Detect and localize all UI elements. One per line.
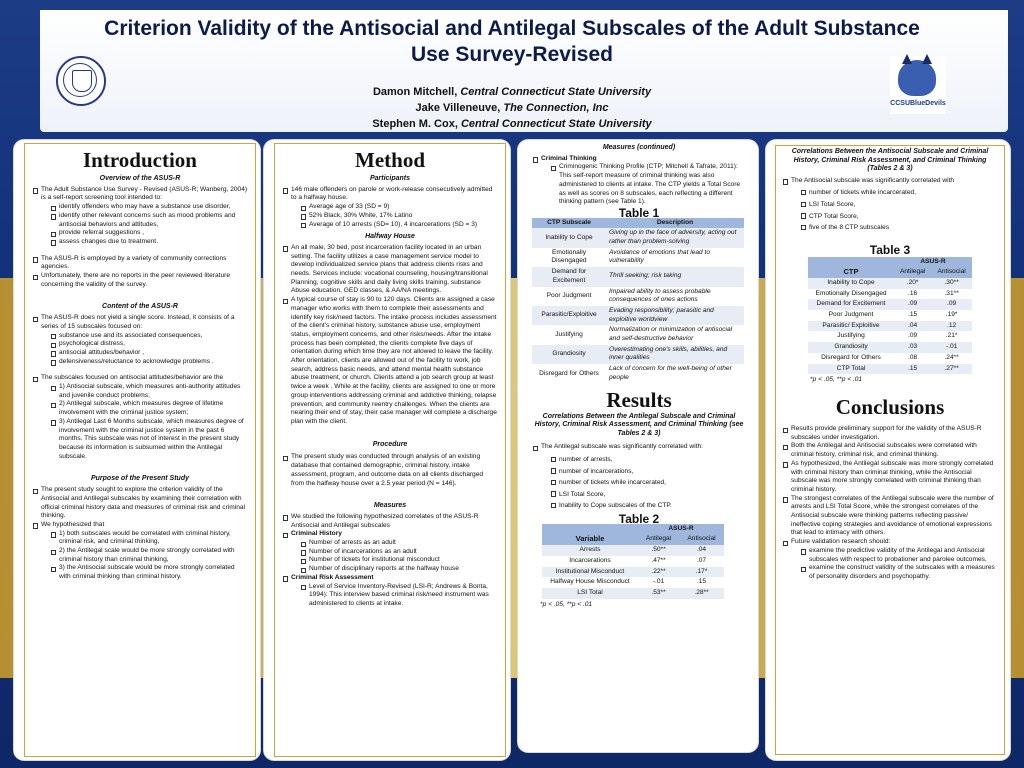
list-item [782,177,998,234]
list-item: examine the predictive validity of the Antilegal and Antisocial subscales with respect to probationer and parolee outcomes, [800,547,998,564]
table-cell: .28** [694,588,709,596]
table-cell: Emotionally Disengaged [815,289,887,297]
list-item: Average age of 33 (SD = 9) [300,203,498,212]
table-header: CTP Subscale [547,218,591,226]
content-list [32,314,248,461]
list-item: The ASUS-R is employed by a variety of community corrections agencies. [32,255,248,272]
list-item: Unfortunately, there are no reports in the peer reviewed literature concerning the validity of the survey. [32,272,248,289]
table-row [532,345,744,364]
table-header: Antilegal [899,268,926,276]
list-item: number of incarcerations, [550,466,746,478]
list-item: LSI Total Score, [550,489,746,501]
table-cell: Evading responsibility; parasitic and exploitive worldview [609,306,714,323]
list-item: 2) the Antilegal scale would be more strongly correlated with criminal history than criminal thinking, [50,547,248,564]
list-item: antisocial attitudes/behavior , [50,349,248,358]
list-item: 3) Antilegal Last 6 Months subscale, which measures degree of involvement with the criminal justice system in the past 6 months. This subscale was not of interest in the present study because its information is subsumed within the Antilegal subscale. [50,418,248,462]
table-group-header: ASUS-R [668,524,694,532]
list-item: An all male, 30 bed, post incarceration facility located in an urban setting. The facility utilizes a case management service model to develop individualized service plans that address clients risks and needs. Services include: vocational counseling, housing/transitional Planning, cognitive skills and daily living skills training, substance Abuse education, GED classes, & AA/NA meetings. [282,244,498,296]
sub-list [50,203,248,247]
list-item: Number of disciplinary reports at the halfway house [300,565,498,574]
table-cell: .04 [908,321,918,329]
list-item: Number of incarcerations as an adult [300,548,498,557]
table-row [532,287,744,306]
results-r1: The Antilegal subscale was significantly correlated with: [541,443,703,451]
table-cell: .27** [944,364,959,372]
method-heading: Method [355,148,425,172]
halfway-house-list [282,244,498,427]
sub-list [550,454,746,512]
table-cell: Demand for Excitement [551,268,587,284]
table-cell: .21* [945,332,958,340]
conclusions-column [782,148,998,582]
table-cell: Thrill seeking; risk taking [609,272,682,280]
author-3-affiliation: Central Connecticut State University [460,118,652,130]
table-row [808,353,972,364]
table-row [542,556,724,567]
list-item: A typical course of stay is 90 to 120 days. Clients are assigned a case manager who works with them to complete their assessments and identify key risk/need factors. The intake process includes assessment of the client's criminal history, substance abuse use, employment status, employment concerns, and other risks/needs. After the intake process has been completed, the clients complete five days of orientation during which time they are not allowed to leave the facility. After orientation, clients are allowed out of the facility to work, job search, address basic needs, and attend mental health substance abuse treatment, or church. Clients attend a job search group at least twice a week . While at the facility, clients are assigned to one or more group interventions addressing criminal and addictive thinking, relapse prevention, and community reentry challenges. When the clients are nearing their end of stay, their case manager will complete a discharge plan with the client. [282,296,498,427]
table-1 [532,218,744,384]
table-cell: Normalization or minimization of antisocial and self-destructive behavior [609,326,733,343]
list-item: We studied the following hypothesized correlates of the ASUS-R Antisocial and Antilegal subscales [282,513,498,530]
table-2-note: *p < .05, **p < .01 [540,600,593,608]
sub-list [300,539,498,574]
table-cell: Inability to Cope [545,233,593,241]
table-cell: Parasitic/Exploitive [541,311,597,319]
antisocial-correlations-title: Correlations Between the Antisocial Subscale and Criminal History, Criminal Risk Assessment, and Criminal Thinking (Tables 2 & 3) [791,148,989,173]
intro-p1: The Adult Substance Use Survey - Revised (ASUS-R; Wanberg, 2004) is a self-report screening tool intended to: [41,185,248,202]
participants-list [282,186,498,230]
list-item: As hypothesized, the Antilegal subscale was more strongly correlated with criminal history than criminal thinking, while the Antisocial subscale was more strongly correlated with criminal thinking than criminal history. [782,460,998,495]
sub-list [300,203,498,229]
table-3 [808,257,972,375]
table-1-body [532,228,744,383]
conclusions-heading: Conclusions [835,395,945,419]
table-row [542,577,724,588]
purpose-list [32,486,248,582]
table-cell: Poor Judgment [546,291,592,299]
right-co5: Future validation research should: [791,538,891,546]
procedure-title: Procedure [372,440,408,448]
criminal-history-label: Criminal History [291,530,342,538]
table-cell: Institutional Misconduct [555,567,625,575]
criminal-risk-label: Criminal Risk Assessment [291,573,374,581]
title-line-2: Use Survey-Revised [411,43,613,66]
list-item: Number of tickets for institutional misconduct [300,556,498,565]
table-cell: .53** [651,588,666,596]
measures-title: Measures [373,502,407,510]
table-row [532,248,744,267]
table-row [532,267,744,286]
list-item: number of arrests, [550,454,746,466]
list-item: examine the construct validity of the subscales with a measures of personality disorders and psychopathy. [800,564,998,581]
right-a1: The Antisocial subscale was significantly correlated with [791,176,955,184]
table-cell: Avoidance of emotions that lead to vulnerability [609,248,711,265]
table-cell: .17* [695,567,708,575]
method-m1: 146 male offenders on parole or work-release consecutively admitted to a halfway house. [291,185,493,202]
poster-title [0,16,1024,68]
author-3 [0,116,1024,132]
table-header-row [808,267,972,278]
list-item: The present study was conducted through analysis of an existing database that contained demographic, criminal history, intake assessment, program, and outcome data on all clients discharged from the halfway house over a 2.5 year period (N = 146). [282,453,498,488]
table-cell: Parasitic/ Exploitive [822,321,880,329]
list-item [32,186,248,247]
table-cell: .15 [908,364,918,372]
table-row [532,228,744,247]
table-row [808,278,972,289]
table-row [532,306,744,325]
author-list [0,84,1024,132]
intro-u2: We hypothesized that [41,520,105,528]
table-cell: Poor Judgment [828,311,874,319]
overview-list [32,186,248,290]
list-item: Level of Service Inventory-Revised (LSI-R; Andrews & Bonta, 1994): This interview based criminal risk/need instrument was administered to clients at intake. [300,583,498,609]
table-cell: -.01 [945,343,958,351]
table-cell: Demand for Excitement [816,300,886,308]
table-row [532,325,744,344]
table-header: Description [656,218,694,226]
participants-title: Participants [369,175,411,182]
criminal-thinking-list [532,155,746,207]
table-row [542,567,724,578]
list-item: Both the Antilegal and Antisocial subscales were correlated with criminal history, criminal risk, and criminal thinking. [782,442,998,459]
list-item: The present study sought to explore the criterion validity of the Antisocial and Antilegal subscales by examining their correlation with official criminal history data and measures of criminal risk and criminal thinking. [32,486,248,521]
list-item: 52% Black, 30% White, 17% Latino [300,212,498,221]
table-cell: .16 [908,289,918,297]
sub-list [50,383,248,461]
list-item: 1) Antisocial subscale, which measures anti-authority attitudes and juvenile conduct problems; [50,383,248,400]
table-2 [542,524,724,599]
criminal-thinking-label: Criminal Thinking [541,154,597,162]
list-item [32,314,248,366]
table-row [808,310,972,321]
table-cell: Incarcerations [569,556,611,564]
list-item [532,443,746,512]
sub-list [50,332,248,367]
list-item: defensiveness/reluctance to acknowledge problems . [50,358,248,367]
list-item: Average of 10 arrests (SD= 10), 4 incarcerations (SD = 3) [300,221,498,230]
measures-list [282,513,498,609]
antilegal-correlations-title: Correlations Between the Antilegal Subscale and Criminal History, Criminal Risk Assessment, and Criminal Thinking (see Tables 2 & 3) [534,412,744,437]
list-item: five of the 8 CTP subscales [800,222,998,234]
list-item [782,538,998,582]
table-cell: Disregard for Others [539,369,599,377]
list-item: 2) Antilegal subscale, which measures degree of lifetime involvement with the criminal justice system; [50,400,248,417]
list-item: number of tickets while incarcerated, [800,187,998,199]
list-item: CTP Total Score, [800,211,998,223]
table-cell: .15 [908,311,918,319]
sub-list [550,163,746,207]
list-item [32,521,248,582]
list-item [32,374,248,461]
table-cell: Grandiosity [834,343,868,351]
table-header: Antilegal [645,535,672,543]
author-2-name: Jake Villeneuve, [415,102,504,114]
author-2-affiliation: The Connection, Inc [503,102,609,114]
table-1-title: Table 1 [618,205,660,220]
table-row [542,588,724,599]
table-cell: .09 [947,300,957,308]
intro-c2: The subscales focused on antisocial attitudes/behavior are the [41,374,224,382]
table-cell: Emotionally Disengaged [551,248,587,265]
sub-list [50,530,248,582]
table-cell: Arrests [579,546,601,554]
table-cell: Grandiosity [552,350,586,358]
table-header-row [808,257,972,268]
logo-caption: CCSUBlueDevils [890,100,946,107]
table-row [808,299,972,310]
table-2-body [542,545,724,599]
list-item [282,530,498,574]
list-item: 1) both subscales would be correlated with criminal history, criminal risk, and criminal thinking, [50,530,248,547]
table-cell: .12 [947,321,957,329]
list-item: number of tickets while incarcerated, [550,477,746,489]
table-row [808,289,972,300]
list-item: Inability to Cope subscales of the CTP. [550,500,746,512]
results-heading: Results [606,387,672,412]
antilegal-results-list [532,443,746,512]
list-item: provide referral suggestions , [50,229,248,238]
table-cell: .09 [908,300,918,308]
table-row [542,545,724,556]
table-cell: Halfway House Misconduct [550,578,630,586]
author-1-name: Damon Mitchell, [372,86,461,98]
table-cell: .09 [908,332,918,340]
sub-list [800,547,998,582]
list-item: Number of arrests as an adult [300,539,498,548]
author-2 [0,100,1024,116]
table-3-body [808,278,972,374]
conclusions-list [782,425,998,582]
table-header-row [542,534,724,545]
table-3-title: Table 3 [869,242,911,257]
antisocial-results-list [782,177,998,234]
table-cell: LSI Total [577,588,603,596]
list-item: assess changes due to treatment. [50,238,248,247]
title-line-1: Criterion Validity of the Antisocial and Antilegal Subscales of the Adult Substance [104,17,920,40]
table-header: Antisocial [687,535,716,543]
overview-title: Overview of the ASUS-R [99,175,181,182]
procedure-list [282,453,498,488]
halfway-house-title: Halfway House [365,233,415,241]
table-row [532,364,744,383]
list-item: The strongest correlates of the Antilegal subscale were the number of arrests and LSI Total Score, while the strongest correlates of the Antisocial subscale were thinking patterns reflecting passive/ ineffective coping strategies and avoidance of emotional expressions that lead to intimacy with others. [782,495,998,539]
list-item [282,574,498,609]
table-cell: .03 [908,343,918,351]
introduction-heading: Introduction [83,148,197,172]
table-cell: .30** [944,278,959,286]
table-cell: Lack of concern for the well-being of other people [609,365,732,381]
sub-list [300,583,498,609]
list-item: 3) the Antisocial subscale would be more strongly correlated with criminal thinking than criminal history. [50,564,248,581]
table-cell: .08 [908,353,918,361]
table-row [808,364,972,375]
table-header: Antisocial [937,268,966,276]
table-cell: Overestimating one's skills, abilities, and inner qualities [609,345,728,362]
table-cell: .47** [651,556,666,564]
table-cell: -.01 [652,578,665,586]
list-item: identify offenders who may have a substance use disorder, [50,203,248,212]
table-cell: .15 [696,578,707,586]
sub-list [800,187,998,233]
table-cell: .07 [696,556,707,564]
table-cell: Giving up in the face of adversity, acting out rather than problem-solving [609,229,737,246]
table-group-header: ASUS-R [920,257,946,265]
results-column [532,144,746,609]
table-header [808,257,894,268]
list-item: Results provide preliminary support for the validity of the ASUS-R subscales under investigation. [782,425,998,442]
list-item [282,186,498,230]
table-cell: .31** [944,289,959,297]
table-header: Variable [575,534,605,544]
table-cell: Disregard for Others [821,353,881,361]
table-cell: .24** [944,353,959,361]
table-cell: .22** [651,567,666,575]
author-1-affiliation: Central Connecticut State University [460,86,652,98]
purpose-title: Purpose of the Present Study [90,475,190,483]
author-3-name: Stephen M. Cox, [372,118,461,130]
table-row [808,321,972,332]
measures-continued-title: Measures (continued) [602,144,676,151]
table-row [808,331,972,342]
table-cell: Justifying [555,330,583,338]
table-row [808,342,972,353]
table-cell: Inability to Cope [827,278,875,286]
list-item [532,155,746,207]
content-title: Content of the ASUS-R [102,303,178,311]
table-cell: .19* [945,311,958,319]
table-2-title: Table 2 [618,512,660,527]
table-cell: Justifying [837,332,865,340]
list-item: psychological distress, [50,340,248,349]
table-cell: CTP Total [836,364,866,372]
list-item: LSI Total Score, [800,199,998,211]
table-cell: .20* [906,278,919,286]
table-cell: Impaired ability to assess probable consequences of ones actions [609,287,711,304]
list-item: identify other relevant concerns such as mood problems and antisocial behaviors and attitudes, [50,212,248,229]
list-item: Criminogenic Thinking Profile (CTP; Mitchell & Tafrate, 2011): This self-report measure of criminal thinking was also administered to clients at intake. The CTP yields a Total Score as well as scores on 8 subscales, each reflecting a different thinking pattern (see Table 1). [550,163,746,207]
author-1 [0,84,1024,100]
intro-c1: The ASUS-R does not yield a single score. Instead, it consists of a series of 15 subscales focused on: [41,314,235,330]
table-cell: .04 [696,546,707,554]
list-item: substance use and its associated consequences, [50,332,248,341]
table-cell: .50** [651,546,666,554]
method-column [282,148,498,609]
table-header: CTP [843,267,859,277]
introduction-column [32,148,248,582]
table-3-note: *p < .05, **p < .01 [810,376,863,384]
